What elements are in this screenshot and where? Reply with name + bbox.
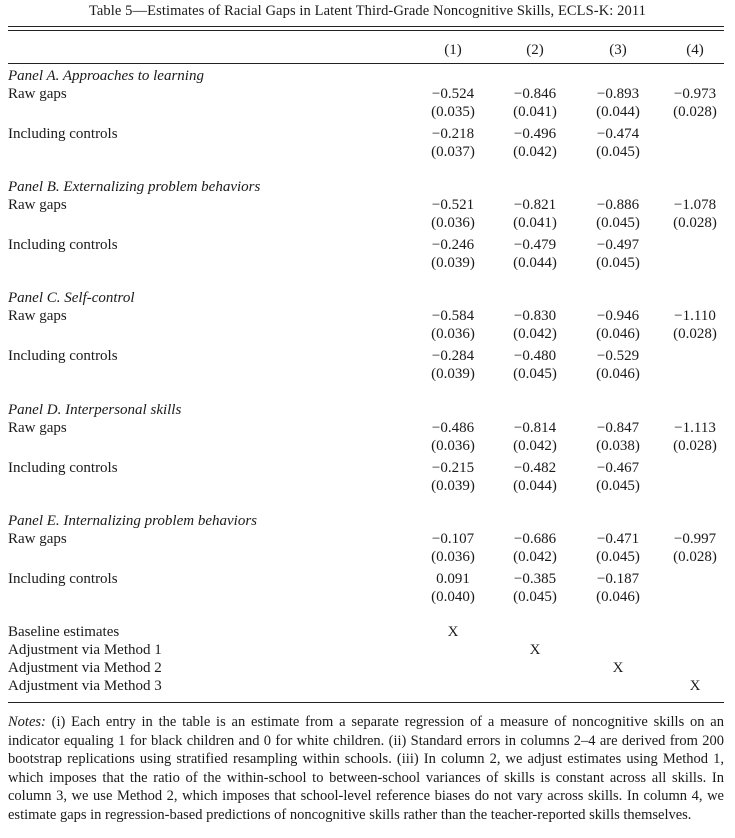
estimate-cell: −0.524 — [431, 86, 475, 102]
panel-title-row — [0, 400, 735, 420]
estimate-cell: −0.215 — [431, 460, 475, 476]
panel-title: Panel E. Internalizing problem behaviors — [8, 513, 257, 529]
table-title: Table 5—Estimates of Racial Gaps in Latent Third-Grade Noncognitive Skills, ECLS-K: 2011 — [88, 3, 647, 19]
row-label: Raw gaps — [8, 308, 67, 324]
column-header: (1) — [444, 42, 462, 58]
standard-error-cell: (0.045) — [513, 366, 557, 382]
method-mark: X — [689, 678, 701, 694]
row-label: Including controls — [8, 237, 118, 253]
estimate-cell: −0.218 — [431, 126, 475, 142]
standard-error-cell: (0.042) — [513, 438, 557, 454]
method-row — [0, 676, 735, 696]
table-row — [0, 124, 735, 144]
method-label: Baseline estimates — [8, 624, 120, 640]
estimate-cell: −0.284 — [431, 348, 475, 364]
notes-text: (i) Each entry in the table is an estimate from a separate regression of a measure of noncognitive skills on an indicator equaling 1 for black children and 0 for white children. (ii) Standard errors in columns 2–4 are derived from 200 bootstrap replications using stratified resampling within schools. (iii) In column 2, we adjust estimates using Method 1, which imposes that the ratio of the within-school to between-school variances of skills is constant across all skills. In column 3, we use Method 2, which imposes that school-level reference biases do not vary across skills. In column 4, we estimate gaps in regression-based predictions of noncognitive skills rather than the teacher-reported skills themselves. — [8, 714, 724, 823]
standard-error-cell: (0.045) — [596, 215, 640, 231]
standard-error-cell: (0.036) — [431, 438, 475, 454]
estimate-cell: −0.997 — [673, 531, 717, 547]
panel-title-row — [0, 66, 735, 86]
estimate-cell: −0.686 — [513, 531, 557, 547]
standard-error-cell: (0.041) — [513, 104, 557, 120]
column-header-row — [0, 40, 735, 60]
top-rule-double — [8, 30, 724, 31]
standard-error-cell: (0.044) — [513, 478, 557, 494]
estimate-cell: −0.479 — [513, 237, 557, 253]
table-row — [0, 569, 735, 589]
standard-error-cell: (0.028) — [673, 215, 717, 231]
estimate-cell: −0.471 — [596, 531, 640, 547]
standard-error-cell: (0.039) — [431, 255, 475, 271]
estimate-cell: −0.886 — [596, 197, 640, 213]
estimate-cell: −0.846 — [513, 86, 557, 102]
column-header: (4) — [686, 42, 704, 58]
standard-error-cell: (0.042) — [513, 549, 557, 565]
standard-error-cell: (0.045) — [596, 255, 640, 271]
estimate-cell: −0.814 — [513, 420, 557, 436]
row-label: Including controls — [8, 126, 118, 142]
se-row — [0, 436, 735, 456]
standard-error-cell: (0.044) — [596, 104, 640, 120]
standard-error-cell: (0.041) — [513, 215, 557, 231]
se-row — [0, 102, 735, 122]
panel-title-row — [0, 177, 735, 197]
table-row — [0, 529, 735, 549]
estimate-cell: −1.078 — [673, 197, 717, 213]
row-label: Raw gaps — [8, 420, 67, 436]
method-mark: X — [447, 624, 459, 640]
estimate-cell: −0.480 — [513, 348, 557, 364]
column-header: (3) — [609, 42, 627, 58]
standard-error-cell: (0.038) — [596, 438, 640, 454]
estimate-cell: −0.496 — [513, 126, 557, 142]
standard-error-cell: (0.036) — [431, 215, 475, 231]
estimate-cell: −0.107 — [431, 531, 475, 547]
estimate-cell: −0.486 — [431, 420, 475, 436]
panel-title: Panel B. Externalizing problem behaviors — [8, 179, 261, 195]
method-label: Adjustment via Method 3 — [8, 678, 162, 694]
estimate-cell: −0.973 — [673, 86, 717, 102]
method-label: Adjustment via Method 1 — [8, 642, 162, 658]
column-header: (2) — [526, 42, 544, 58]
estimate-cell: −1.110 — [674, 308, 716, 324]
panel-title: Panel D. Interpersonal skills — [8, 402, 182, 418]
row-label: Including controls — [8, 348, 118, 364]
method-row — [0, 640, 735, 660]
panel-title-row — [0, 511, 735, 531]
estimate-cell: −0.529 — [596, 348, 640, 364]
estimate-cell: −0.821 — [513, 197, 557, 213]
standard-error-cell: (0.042) — [513, 144, 557, 160]
row-label: Raw gaps — [8, 197, 67, 213]
estimate-cell: −0.474 — [596, 126, 640, 142]
table-row — [0, 195, 735, 215]
standard-error-cell: (0.035) — [431, 104, 475, 120]
standard-error-cell: (0.045) — [596, 478, 640, 494]
estimate-cell: −0.385 — [513, 571, 557, 587]
estimate-cell: −0.497 — [596, 237, 640, 253]
standard-error-cell: (0.040) — [431, 589, 475, 605]
table-row — [0, 418, 735, 438]
estimate-cell: −0.521 — [431, 197, 475, 213]
panel-title: Panel C. Self-control — [8, 290, 135, 306]
method-mark: X — [529, 642, 541, 658]
se-row — [0, 142, 735, 162]
se-row — [0, 324, 735, 344]
standard-error-cell: (0.039) — [431, 478, 475, 494]
estimate-cell: −0.467 — [596, 460, 640, 476]
standard-error-cell: (0.036) — [431, 549, 475, 565]
standard-error-cell: (0.045) — [596, 549, 640, 565]
bottom-rule — [8, 702, 724, 703]
row-label: Including controls — [8, 571, 118, 587]
row-label: Raw gaps — [8, 531, 67, 547]
estimate-cell: −0.847 — [596, 420, 640, 436]
standard-error-cell: (0.046) — [596, 326, 640, 342]
top-rule — [8, 26, 724, 27]
standard-error-cell: (0.036) — [431, 326, 475, 342]
standard-error-cell: (0.046) — [596, 366, 640, 382]
estimate-cell: −0.584 — [431, 308, 475, 324]
standard-error-cell: (0.042) — [513, 326, 557, 342]
estimate-cell: −0.830 — [513, 308, 557, 324]
table-row — [0, 84, 735, 104]
notes-label: Notes: — [8, 714, 46, 730]
table-row — [0, 458, 735, 478]
standard-error-cell: (0.037) — [431, 144, 475, 160]
header-rule — [8, 63, 724, 64]
method-mark: X — [612, 660, 624, 676]
standard-error-cell: (0.028) — [673, 549, 717, 565]
se-row — [0, 213, 735, 233]
standard-error-cell: (0.028) — [673, 326, 717, 342]
se-row — [0, 476, 735, 496]
standard-error-cell: (0.045) — [513, 589, 557, 605]
estimate-cell: −0.187 — [596, 571, 640, 587]
standard-error-cell: (0.028) — [673, 104, 717, 120]
estimate-cell: −0.482 — [513, 460, 557, 476]
row-label: Including controls — [8, 460, 118, 476]
standard-error-cell: (0.046) — [596, 589, 640, 605]
estimate-cell: −0.246 — [431, 237, 475, 253]
standard-error-cell: (0.039) — [431, 366, 475, 382]
se-row — [0, 587, 735, 607]
standard-error-cell: (0.028) — [673, 438, 717, 454]
table-row — [0, 306, 735, 326]
standard-error-cell: (0.044) — [513, 255, 557, 271]
method-row — [0, 658, 735, 678]
standard-error-cell: (0.045) — [596, 144, 640, 160]
se-row — [0, 364, 735, 384]
table-row — [0, 346, 735, 366]
estimate-cell: −0.893 — [596, 86, 640, 102]
estimate-cell: 0.091 — [436, 571, 470, 587]
panel-title-row — [0, 288, 735, 308]
method-row — [0, 622, 735, 642]
estimate-cell: −0.946 — [596, 308, 640, 324]
panel-title: Panel A. Approaches to learning — [8, 68, 204, 84]
table-row — [0, 235, 735, 255]
se-row — [0, 547, 735, 567]
method-label: Adjustment via Method 2 — [8, 660, 162, 676]
row-label: Raw gaps — [8, 86, 67, 102]
table-notes — [8, 713, 724, 824]
se-row — [0, 253, 735, 273]
estimate-cell: −1.113 — [674, 420, 716, 436]
